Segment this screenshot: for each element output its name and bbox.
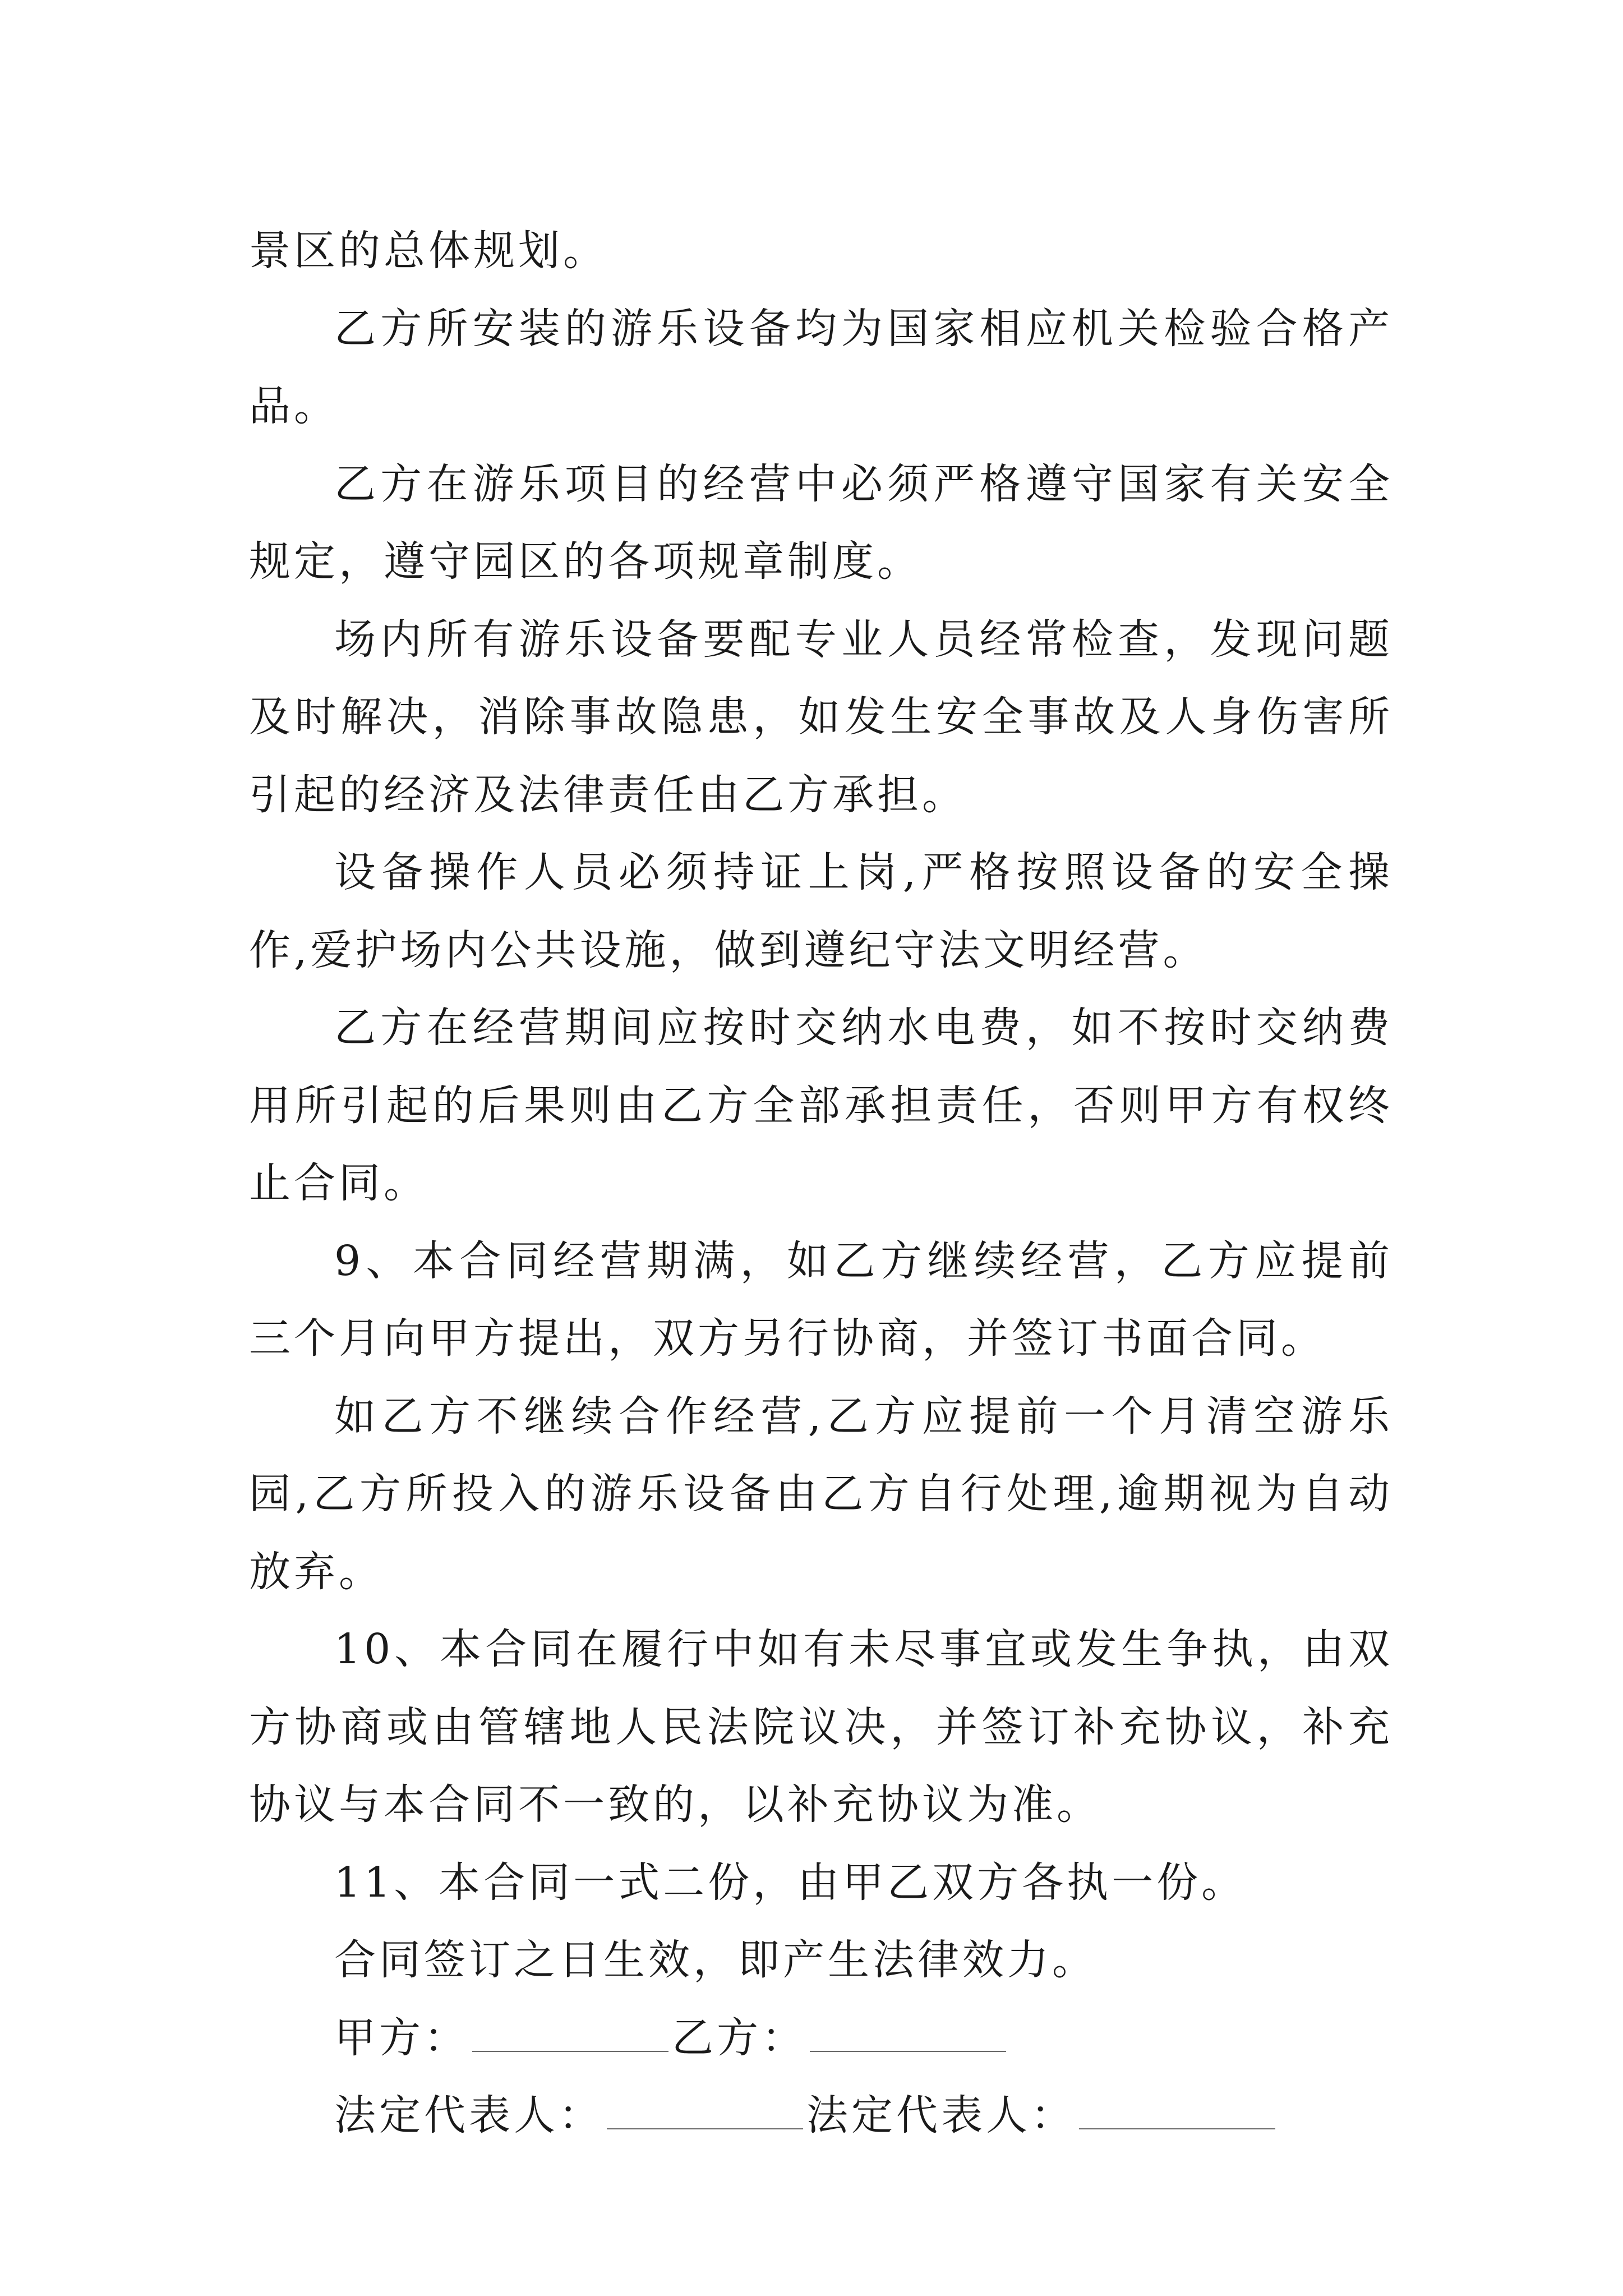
- rep-b-blank[interactable]: [1079, 2089, 1275, 2129]
- paragraph-utility-fees: 乙方在经营期间应按时交纳水电费，如不按时交纳费用所引起的后果则由乙方全部承担责任，否则甲方有权终止合同。: [249, 1004, 1393, 1207]
- paragraph-scenic-plan: 景区的总体规划。: [249, 227, 608, 275]
- rep-a-label: 法定代表人：: [334, 2091, 603, 2139]
- paragraph-equipment-certified: 乙方所安装的游乐设备均为国家相应机关检验合格产品。: [249, 304, 1393, 430]
- paragraph-clause-11: 11、本合同一式二份，由甲乙双方各执一份。: [334, 1858, 1247, 1907]
- signature-party-line: [249, 1999, 1393, 2077]
- party-b-label: 乙方：: [672, 2013, 806, 2062]
- party-b-blank[interactable]: [810, 2012, 1006, 2052]
- contract-body: [249, 212, 1393, 2155]
- rep-a-blank[interactable]: [607, 2089, 803, 2129]
- rep-b-label: 法定代表人：: [806, 2091, 1076, 2139]
- signature-representative-line: [249, 2077, 1393, 2155]
- paragraph-inspection: 场内所有游乐设备要配专业人员经常检查，发现问题及时解决，消除事故隐患，如发生安全事故及人身伤害所引起的经济及法律责任由乙方承担。: [249, 615, 1393, 819]
- party-a-label: 甲方：: [334, 2013, 469, 2062]
- paragraph-safety-rules: 乙方在游乐项目的经营中必须严格遵守国家有关安全规定，遵守园区的各项规章制度。: [249, 459, 1393, 586]
- party-a-blank[interactable]: [472, 2012, 668, 2052]
- paragraph-clearance: 如乙方不继续合作经营,乙方应提前一个月清空游乐园,乙方所投入的游乐设备由乙方自行处理,逾期视为自动放弃。: [249, 1392, 1393, 1596]
- paragraph-effective-date: 合同签订之日生效，即产生法律效力。: [334, 1936, 1097, 1984]
- paragraph-operator-certification: 设备操作人员必须持证上岗,严格按照设备的安全操作,爱护场内公共设施，做到遵纪守法文明经营。: [249, 848, 1393, 974]
- paragraph-clause-9: 9、本合同经营期满，如乙方继续经营，乙方应提前三个月向甲方提出，双方另行协商，并签订书面合同。: [249, 1236, 1393, 1363]
- paragraph-clause-10: 10、本合同在履行中如有未尽事宜或发生争执，由双方协商或由管辖地人民法院议决，并签订补充协议，补充协议与本合同不一致的，以补充协议为准。: [249, 1625, 1393, 1829]
